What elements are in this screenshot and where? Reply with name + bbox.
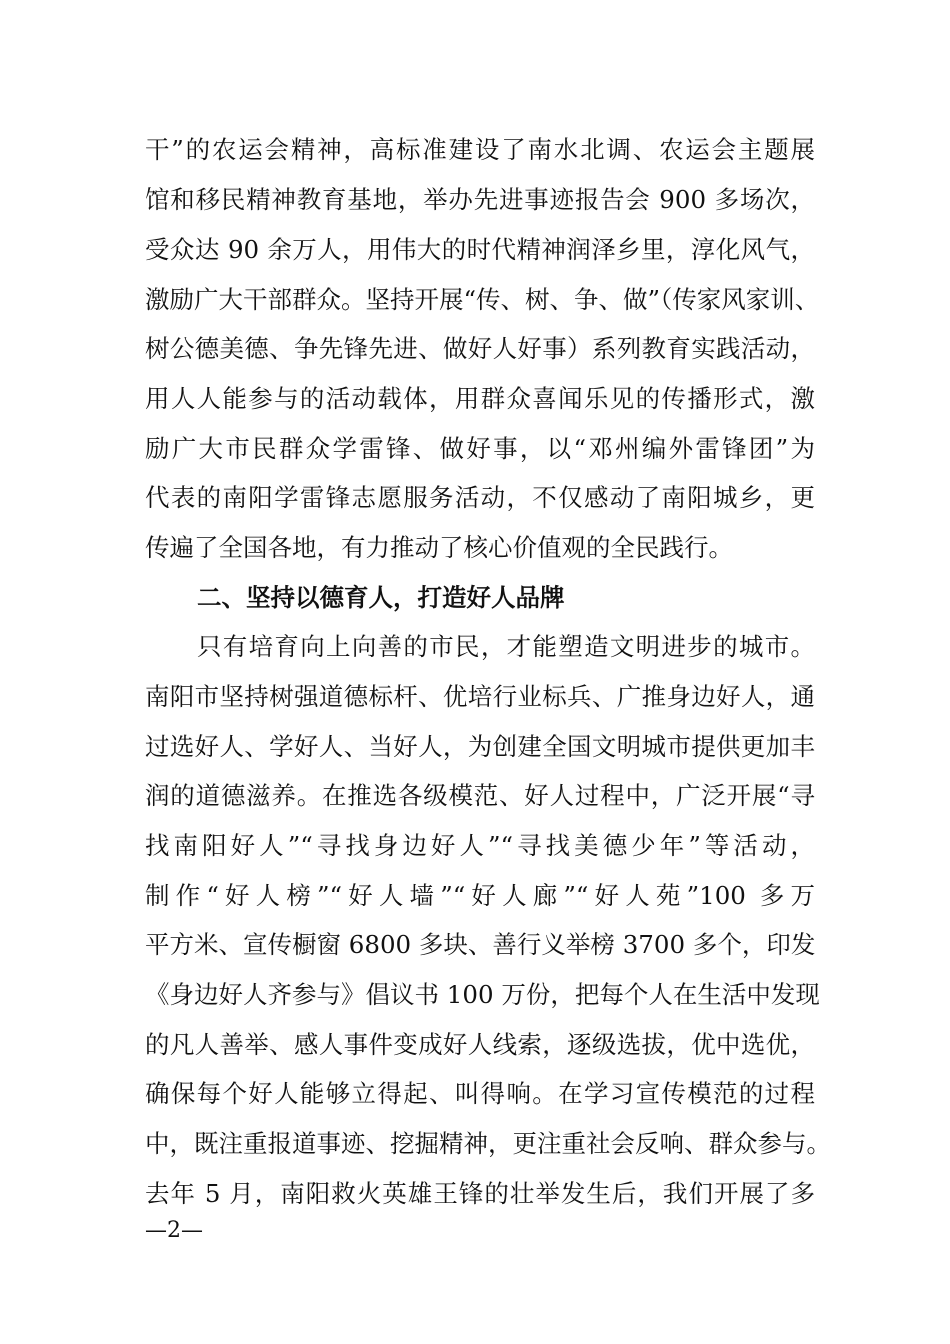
text-line: 制作“好人榜”“好人墙”“好人廊”“好人苑”100 多万 xyxy=(145,881,815,910)
text-line: 去年 5 月，南阳救火英雄王锋的壮举发生后，我们开展了多 xyxy=(145,1179,815,1208)
text-line: 干”的农运会精神，高标准建设了南水北调、农运会主题展 xyxy=(145,135,815,164)
text-line: 用人人能参与的活动载体，用群众喜闻乐见的传播形式，激 xyxy=(145,384,815,413)
text-line: 传遍了全国各地，有力推动了核心价值观的全民践行。 xyxy=(145,533,733,562)
text-line: 树公德美德、争先锋先进、做好人好事）系列教育实践活动， xyxy=(145,334,815,363)
text-line: 代表的南阳学雷锋志愿服务活动，不仅感动了南阳城乡，更 xyxy=(145,483,815,512)
text-line: 励广大市民群众学雷锋、做好事，以“邓州编外雷锋团”为 xyxy=(145,434,815,463)
text-line: 确保每个好人能够立得起、叫得响。在学习宣传模范的过程 xyxy=(145,1079,815,1108)
text-line: 过选好人、学好人、当好人，为创建全国文明城市提供更加丰 xyxy=(145,732,815,761)
page-number: —2— xyxy=(145,1218,203,1243)
text-line: 南阳市坚持树强道德标杆、优培行业标兵、广推身边好人，通 xyxy=(145,682,815,711)
text-line: 平方米、宣传橱窗 6800 多块、善行义举榜 3700 多个，印发 xyxy=(145,930,816,959)
text-line: 《身边好人齐参与》倡议书 100 万份，把每个人在生活中发现 xyxy=(145,980,820,1009)
section-heading: 二、坚持以德育人，打造好人品牌 xyxy=(197,583,565,612)
text-line: 润的道德滋养。在推选各级模范、好人过程中，广泛开展“寻 xyxy=(145,781,815,810)
text-line: 馆和移民精神教育基地，举办先进事迹报告会 900 多场次， xyxy=(145,185,815,214)
text-line: 的凡人善举、感人事件变成好人线索，逐级选拔，优中选优， xyxy=(145,1030,815,1059)
text-line: 找南阳好人”“寻找身边好人”“寻找美德少年”等活动， xyxy=(145,831,815,860)
text-line: 只有培育向上向善的市民，才能塑造文明进步的城市。 xyxy=(197,632,815,661)
text-line: 激励广大干部群众。坚持开展“传、树、争、做”（传家风家训、 xyxy=(145,285,820,314)
text-line: 受众达 90 余万人，用伟大的时代精神润泽乡里，淳化风气， xyxy=(145,235,815,264)
text-line: 中，既注重报道事迹、挖掘精神，更注重社会反响、群众参与。 xyxy=(145,1129,831,1158)
